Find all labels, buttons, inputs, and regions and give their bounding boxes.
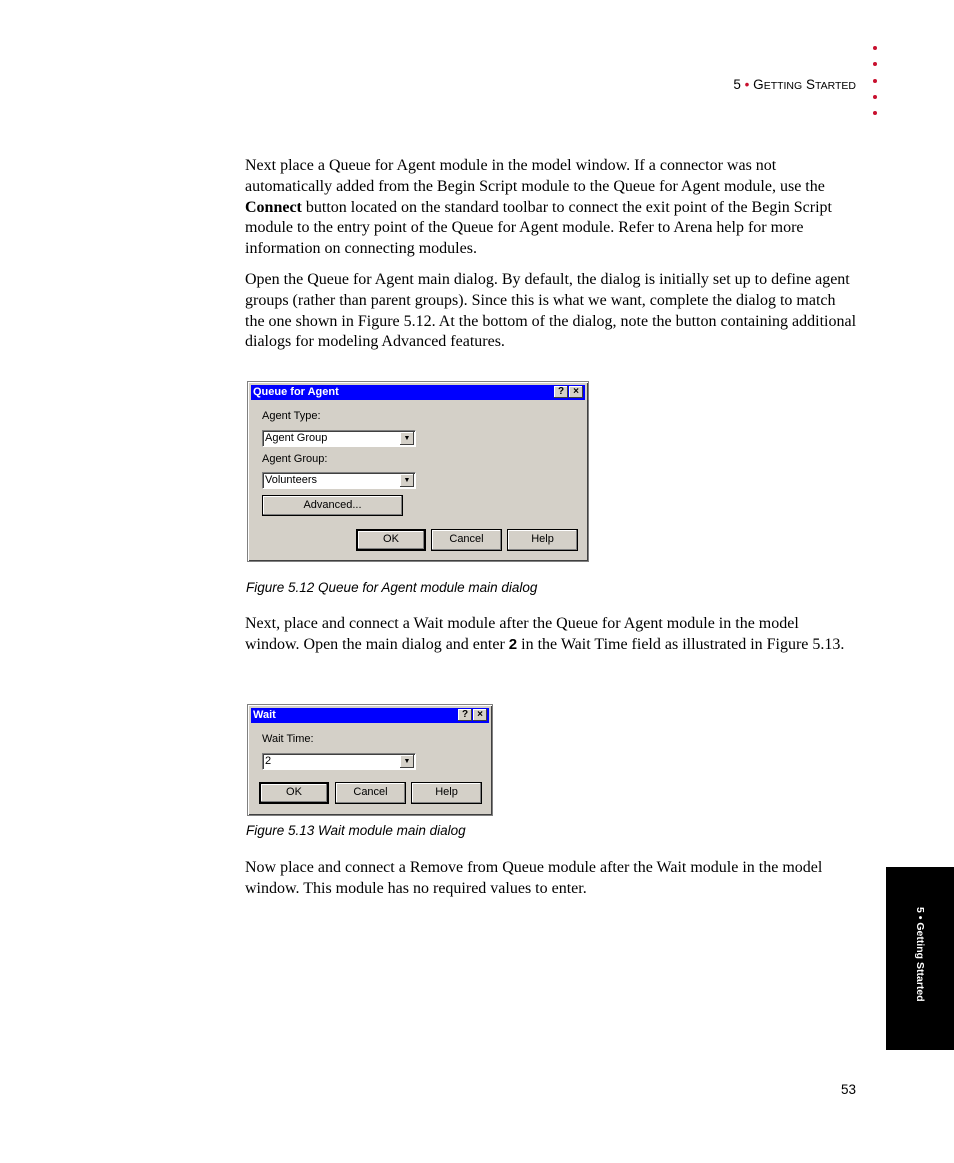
wait-time-label: Wait Time: xyxy=(262,733,314,745)
page-number: 53 xyxy=(840,1082,856,1097)
help-icon[interactable]: ? xyxy=(554,386,568,398)
chapter-title-initial: G xyxy=(753,77,764,92)
paragraph-4: Now place and connect a Remove from Queue module after the Wait module in the model window. This module has no required values to enter. xyxy=(245,859,823,897)
dot xyxy=(873,46,877,50)
dialog-title: Wait xyxy=(253,709,276,721)
agent-group-select[interactable] xyxy=(262,472,416,489)
cancel-button[interactable]: Cancel xyxy=(335,782,406,804)
paragraph-3 xyxy=(245,614,857,656)
dot xyxy=(873,62,877,66)
queue-for-agent-dialog xyxy=(247,381,589,562)
chapter-side-tab xyxy=(886,867,954,1050)
help-button[interactable]: Help xyxy=(507,529,578,551)
wait-time-value: 2 xyxy=(265,755,272,767)
wait-time-input[interactable] xyxy=(262,753,416,770)
text: Next place a Queue for Agent module in the model window. If a connector was not automatically added from the Begin Script module to the Queue for Agent module, use the xyxy=(245,157,825,195)
figure-caption-2: Figure 5.13 Wait module main dialog xyxy=(246,823,466,838)
connect-term: Connect xyxy=(245,198,302,216)
dialog-title: Queue for Agent xyxy=(253,386,339,398)
agent-type-label: Agent Type: xyxy=(262,410,321,422)
text: button located on the standard toolbar to connect the exit point of the Begin Script module to the entry point of the Queue for Agent module. Refer to Arena help for more information on connecting modules. xyxy=(245,198,832,258)
advanced-button[interactable]: Advanced... xyxy=(262,495,403,516)
chapter-title-rest: ETTING xyxy=(763,80,803,92)
agent-type-value: Agent Group xyxy=(265,432,328,444)
close-icon[interactable]: × xyxy=(473,709,487,721)
side-tab-label: 5 • Getting Sttarted xyxy=(914,907,926,1002)
dialog-titlebar xyxy=(251,385,585,400)
chevron-down-icon[interactable]: ▼ xyxy=(400,474,414,487)
paragraph-2: Open the Queue for Agent main dialog. By default, the dialog is initially set up to define agent groups (rather than parent groups). Since this is what we want, complete the dialog to match the one shown in Figure 5.12. At the bottom of the dialog, note the button containing additional dialogs for modeling Advanced features. xyxy=(245,271,857,351)
dot xyxy=(873,79,877,83)
chapter-number: 5 xyxy=(733,77,741,92)
wait-time-value-term: 2 xyxy=(508,635,518,653)
agent-group-label: Agent Group: xyxy=(262,453,328,465)
bullet: • xyxy=(744,77,750,92)
agent-type-select[interactable] xyxy=(262,430,416,447)
help-button[interactable]: Help xyxy=(411,782,482,804)
close-icon[interactable]: × xyxy=(569,386,583,398)
dialog-titlebar xyxy=(251,708,489,723)
dot xyxy=(873,95,877,99)
chapter-title-rest-2: TARTED xyxy=(814,80,856,92)
text: in the Wait Time field as illustrated in Figure 5.13. xyxy=(517,635,845,653)
chevron-down-icon[interactable]: ▼ xyxy=(400,432,414,445)
running-head xyxy=(733,77,856,92)
chapter-title-initial-2: S xyxy=(805,77,815,92)
cancel-button[interactable]: Cancel xyxy=(431,529,502,551)
chevron-down-icon[interactable]: ▼ xyxy=(400,755,414,768)
wait-dialog xyxy=(247,704,493,816)
text: Next, place and connect a Wait module after the Queue for Agent module in the model window. Open the main dialog and enter xyxy=(245,615,799,653)
agent-group-value: Volunteers xyxy=(265,474,317,486)
ok-button[interactable]: OK xyxy=(356,529,426,551)
margin-dots xyxy=(873,46,881,127)
figure-caption-1: Figure 5.12 Queue for Agent module main dialog xyxy=(246,580,538,595)
help-icon[interactable]: ? xyxy=(458,709,472,721)
paragraph-1 xyxy=(245,156,857,260)
dot xyxy=(873,111,877,115)
ok-button[interactable]: OK xyxy=(259,782,329,804)
